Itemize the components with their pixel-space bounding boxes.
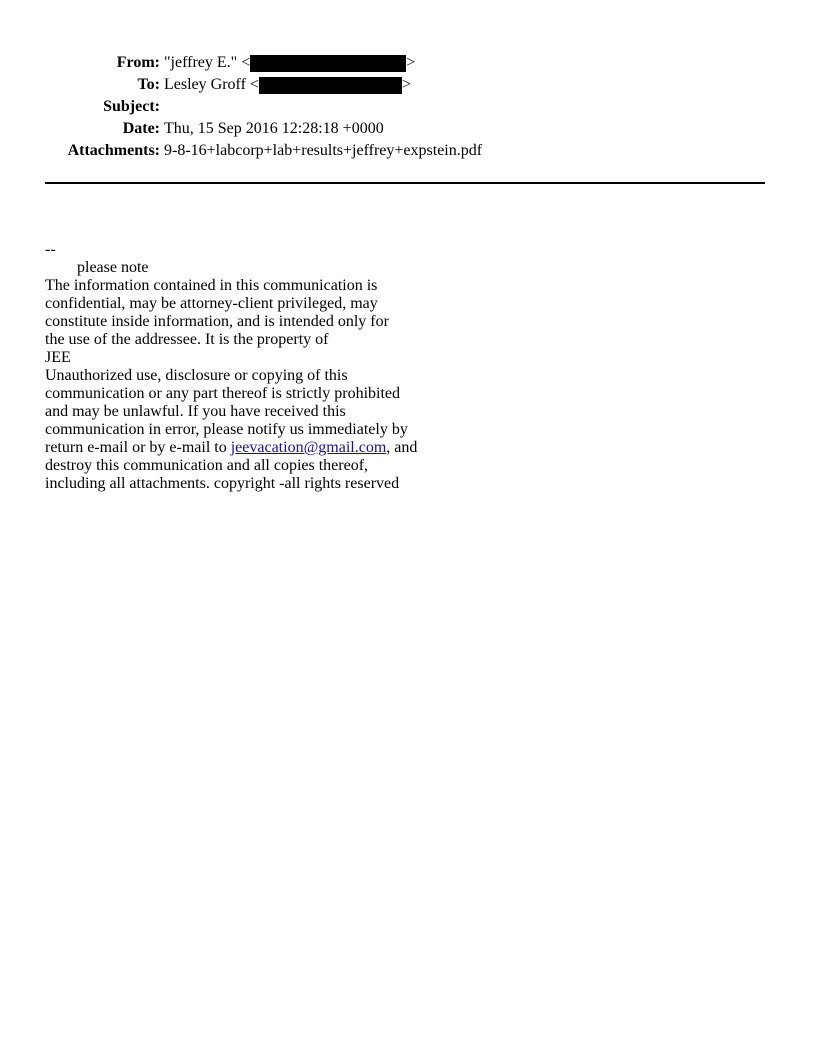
to-label: To: xyxy=(137,76,160,93)
disclaimer-line: JEE xyxy=(45,349,71,366)
from-row xyxy=(0,52,816,74)
signature-separator: -- xyxy=(45,241,56,258)
mail-line-suffix: , and xyxy=(386,439,418,456)
email-body xyxy=(45,241,465,493)
please-note: please note xyxy=(77,259,149,276)
disclaimer-line: destroy this communication and all copies thereof, xyxy=(45,457,369,474)
to-open-bracket: < xyxy=(249,76,259,93)
redaction-block xyxy=(250,55,406,72)
disclaimer-line: Unauthorized use, disclosure or copying of this xyxy=(45,367,348,384)
date-value: Thu, 15 Sep 2016 12:28:18 +0000 xyxy=(164,120,384,137)
subject-row xyxy=(0,96,816,118)
disclaimer-lines xyxy=(45,277,465,493)
date-label: Date: xyxy=(122,120,160,137)
to-close-bracket: > xyxy=(401,76,411,93)
attachment-filename[interactable]: 9-8-16+labcorp+lab+results+jeffrey+expstein.pdf xyxy=(164,142,483,159)
subject-label: Subject: xyxy=(103,98,160,115)
disclaimer-line-with-email xyxy=(45,439,465,457)
from-value xyxy=(160,52,415,74)
to-name: Lesley Groff xyxy=(164,76,246,93)
disclaimer-line: constitute inside information, and is intended only for xyxy=(45,313,389,330)
to-value xyxy=(160,74,411,96)
from-label: From: xyxy=(116,54,160,71)
from-close-bracket: > xyxy=(406,54,416,71)
redaction-block xyxy=(259,77,402,94)
disclaimer-line: and may be unlawful. If you have received this xyxy=(45,403,346,420)
disclaimer-line: the use of the addressee. It is the property of xyxy=(45,331,329,348)
date-row xyxy=(0,118,816,140)
disclaimer-line: including all attachments. copyright -all rights reserved xyxy=(45,475,400,492)
disclaimer-line: communication in error, please notify us immediately by xyxy=(45,421,408,438)
email-header xyxy=(0,52,816,162)
from-name: "jeffrey E." xyxy=(164,54,238,71)
disclaimer-line: confidential, may be attorney-client privileged, may xyxy=(45,295,378,312)
email-link[interactable]: jeevacation@gmail.com xyxy=(230,439,387,456)
disclaimer-line: communication or any part thereof is strictly prohibited xyxy=(45,385,401,402)
from-open-bracket: < xyxy=(241,54,251,71)
mail-line-prefix: return e-mail or by e-mail to xyxy=(45,439,231,456)
to-row xyxy=(0,74,816,96)
attachments-label: Attachments: xyxy=(67,142,160,159)
attachments-row xyxy=(0,140,816,162)
header-divider xyxy=(45,182,765,184)
disclaimer-line: The information contained in this communication is xyxy=(45,277,378,294)
